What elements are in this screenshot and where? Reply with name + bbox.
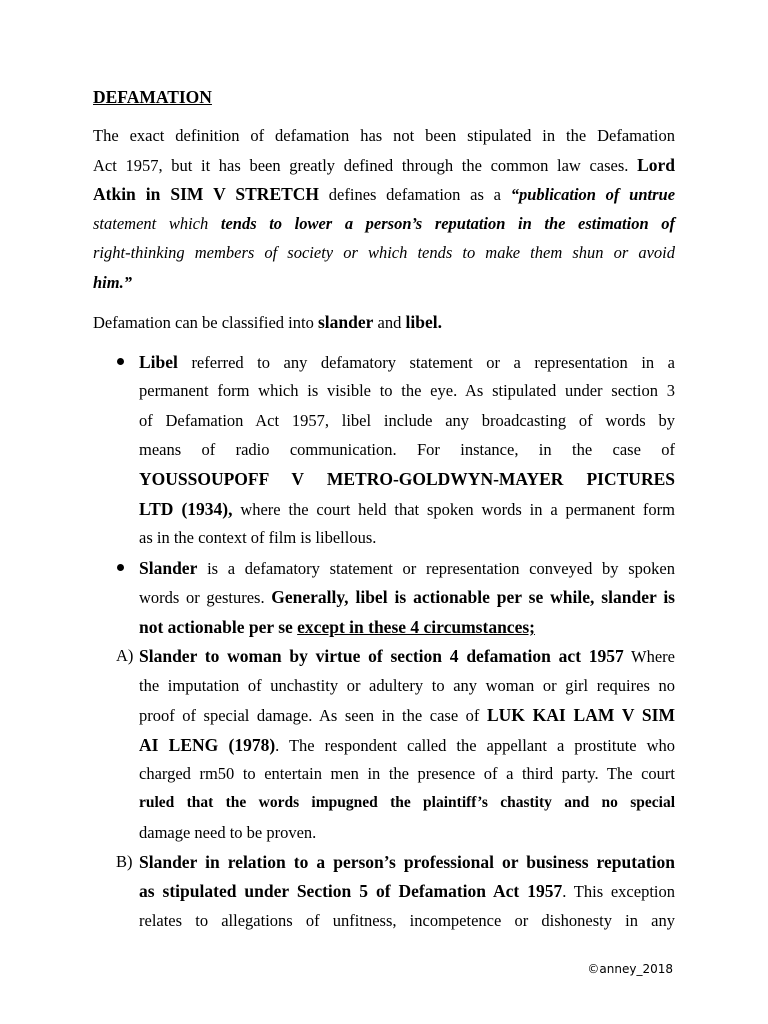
paragraph-line: The exact definition of defamation has not been stipulated in the Defamation [93, 126, 675, 145]
quote: “publication of untrue [510, 185, 676, 204]
list-item-line: damage need to be proven. [139, 823, 317, 842]
list-item-line: ruled that the words impugned the plaintiff’s chastity and no special [139, 794, 675, 811]
document-title: DEFAMATION [93, 87, 212, 107]
list-item-line: charged rm50 to entertain men in the presence of a third party. The court [139, 764, 675, 783]
case-reference: AI LENG (1978) [139, 735, 276, 755]
list-item-line: not actionable per se except in these 4 circumstances; [139, 617, 535, 637]
case-reference: Lord [637, 155, 676, 175]
bullet-icon [117, 358, 124, 365]
copyright-footer: ©anney_2018 [587, 962, 673, 976]
case-reference: LUK KAI LAM V SIM [486, 705, 675, 725]
list-item-line: Slander is a defamatory statement or representation conveyed by spoken [139, 558, 675, 578]
paragraph-line: statement which tends to lower a person’s reputation in the estimation of [93, 214, 675, 233]
paragraph-line: Atkin in SIM V STRETCH defines defamation as a “publication of untrue [93, 184, 676, 204]
list-item-line: Libel referred to any defamatory statement or a representation in a [139, 352, 676, 372]
quote: tends to lower a person’s reputation in the estimation of [220, 214, 675, 233]
list-item-line: the imputation of unchastity or adultery to any woman or girl requires no [139, 676, 675, 695]
list-item-line: LTD (1934), where the court held that spoken words in a permanent form [139, 499, 675, 519]
paragraph-line: right-thinking members of society or which tends to make them shun or avoid [93, 243, 675, 262]
list-item-line: Slander to woman by virtue of section 4 defamation act 1957 Where [139, 646, 675, 666]
paragraph-line: him.” [93, 273, 132, 292]
case-reference: LTD (1934), [139, 499, 233, 519]
list-item-line: AI LENG (1978). The respondent called the appellant a prostitute who [139, 735, 675, 755]
list-marker: A) [116, 646, 134, 665]
list-item-line: as in the context of film is libellous. [139, 528, 377, 547]
list-marker: B) [116, 852, 133, 871]
bullet-icon [117, 564, 124, 571]
case-reference: Atkin in SIM V STRETCH [93, 184, 320, 204]
list-item-line: relates to allegations of unfitness, incompetence or dishonesty in any [139, 911, 675, 930]
case-reference: YOUSSOUPOFF V METRO-GOLDWYN-MAYER PICTURES [139, 469, 675, 489]
list-item-line: means of radio communication. For instance, in the case of [139, 440, 675, 459]
list-item-line: proof of special damage. As seen in the case of LUK KAI LAM V SIM [139, 705, 675, 725]
list-item-line: of Defamation Act 1957, libel include any broadcasting of words by [139, 411, 675, 430]
list-item-line: words or gestures. Generally, libel is actionable per se while, slander is [139, 587, 675, 607]
paragraph-line: Defamation can be classified into slander and libel. [93, 312, 442, 332]
list-item-line: as stipulated under Section 5 of Defamation Act 1957. This exception [139, 881, 675, 901]
list-item-line: Slander in relation to a person’s professional or business reputation [139, 852, 675, 872]
paragraph-line: Act 1957, but it has been greatly defined through the common law cases. Lord [93, 155, 676, 175]
list-item-line: permanent form which is visible to the eye. As stipulated under section 3 [139, 381, 675, 400]
